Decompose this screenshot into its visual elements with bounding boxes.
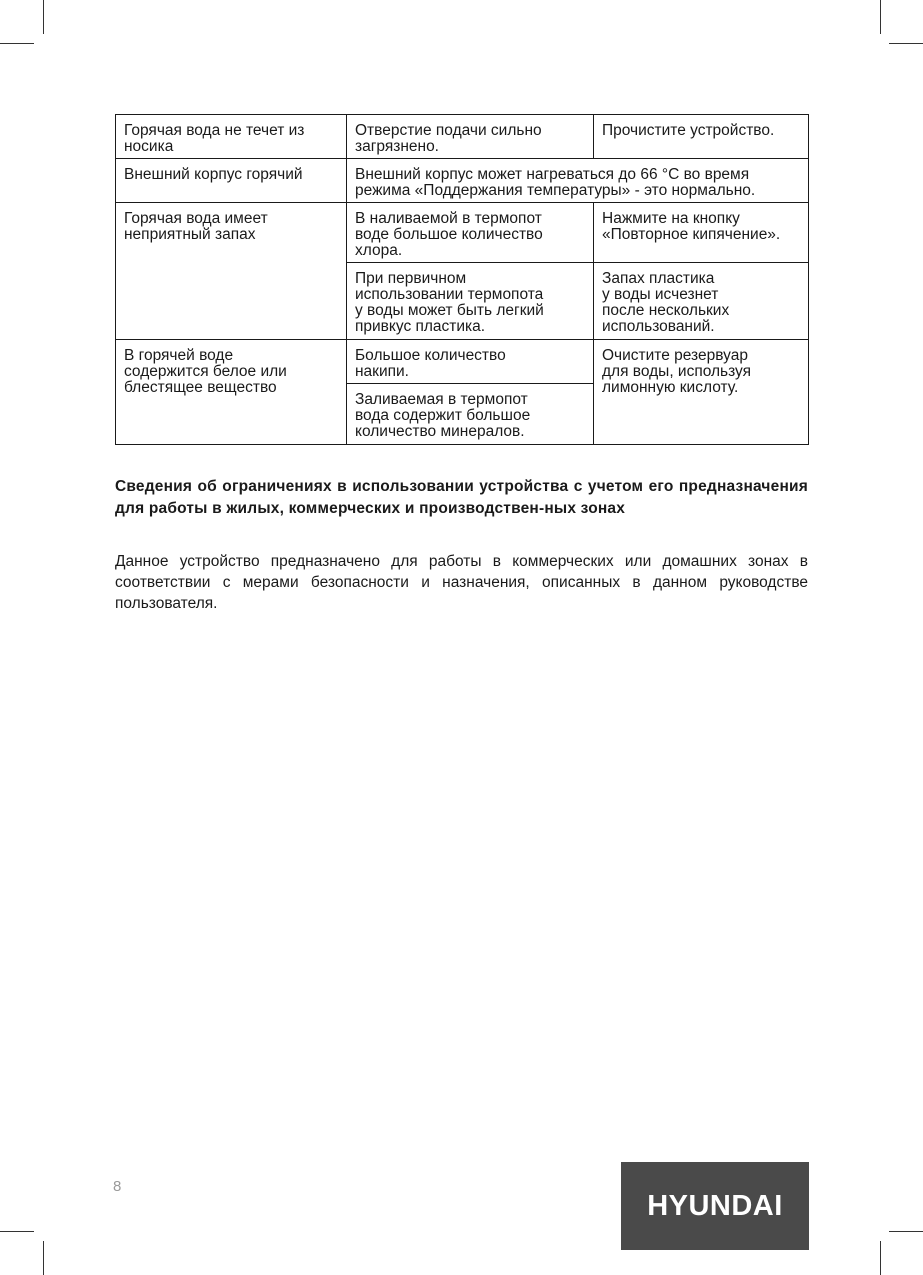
solution-cell: Прочистите устройство.: [594, 115, 809, 159]
page-number: 8: [113, 1178, 122, 1195]
troubleshooting-table: [115, 114, 809, 445]
table-row: [116, 115, 809, 159]
crop-mark: [880, 0, 881, 34]
cause-cell: Отверстие подачи сильно загрязнено.: [347, 115, 594, 159]
cause-cell: В наливаемой в термопот воде большое количество хлора.: [347, 203, 594, 263]
hyundai-logo: [621, 1162, 809, 1250]
crop-mark: [43, 1241, 44, 1275]
solution-cell: Запах пластика у воды исчезнет после нескольких использований.: [594, 263, 809, 340]
crop-mark: [0, 43, 34, 44]
crop-mark: [889, 1231, 923, 1232]
cause-cell: Заливаемая в термопот вода содержит большое количество минералов.: [347, 384, 594, 445]
solution-cell: Нажмите на кнопку «Повторное кипячение».: [594, 203, 809, 263]
solution-cell: Очистите резервуар для воды, используя лимонную кислоту.: [594, 340, 809, 445]
problem-cell: Внешний корпус горячий: [116, 159, 347, 203]
section-title: Сведения об ограничениях в использовании устройства с учетом его предназначения для работы в жилых, коммерческих и производствен-ных зонах: [115, 478, 808, 517]
problem-cell: В горячей воде содержится белое или блестящее вещество: [116, 340, 347, 445]
crop-mark: [880, 1241, 881, 1275]
table-row: [116, 203, 809, 263]
crop-mark: [0, 1231, 34, 1232]
brand-name: HYUNDAI: [647, 1189, 783, 1222]
cause-cell: При первичном использовании термопота у воды может быть легкий привкус пластика.: [347, 263, 594, 340]
crop-mark: [43, 0, 44, 34]
table-row: [116, 159, 809, 203]
section-body: Данное устройство предназначено для работы в коммерческих или домашних зонах в соответствии с мерами безопасности и назначения, описанных в данном руководстве пользователя.: [115, 553, 808, 612]
problem-cell: Горячая вода имеет неприятный запах: [116, 203, 347, 340]
cause-cell: Большое количество накипи.: [347, 340, 594, 384]
problem-cell: Горячая вода не течет из носика: [116, 115, 347, 159]
crop-mark: [889, 43, 923, 44]
cause-solution-cell: Внешний корпус может нагреваться до 66 °С во время режима «Поддержания температуры» - это нормально.: [347, 159, 809, 203]
table-row: [116, 340, 809, 384]
